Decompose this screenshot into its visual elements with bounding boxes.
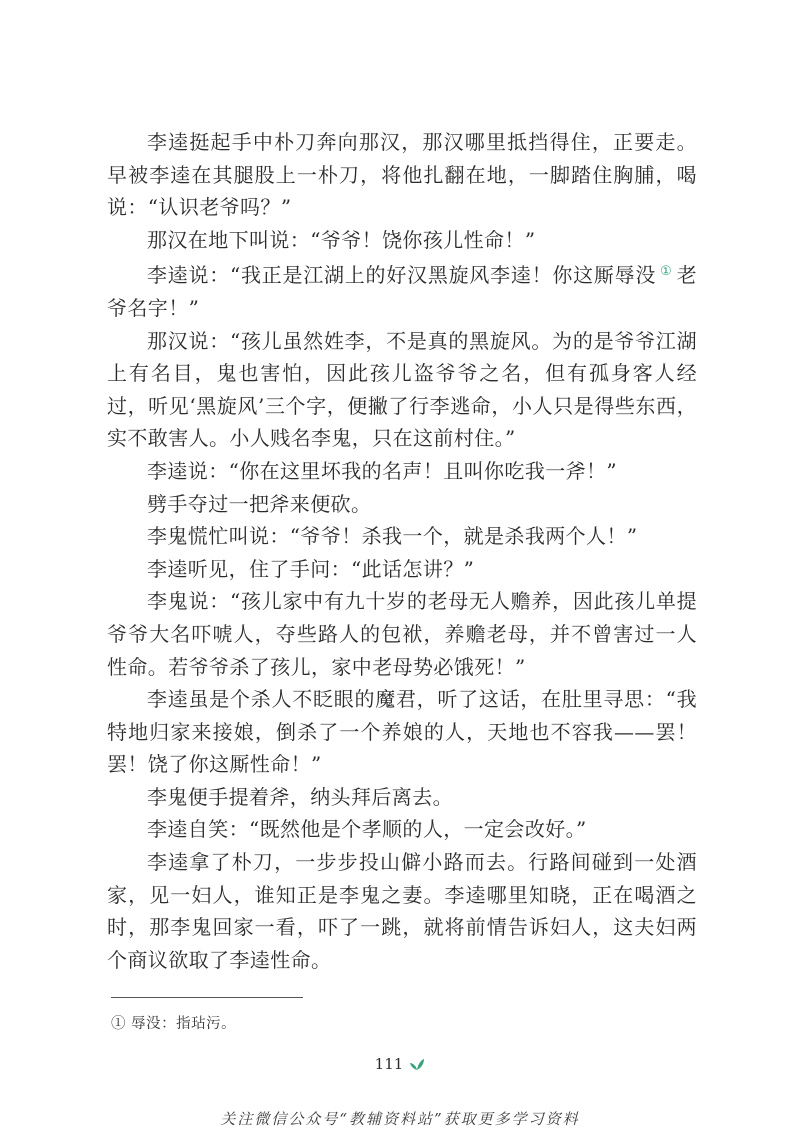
page-number: 111	[374, 1055, 404, 1073]
paragraph-text: 老爷名字！”	[107, 263, 697, 320]
paragraph: 李逵自笑：“既然他是个孝顺的人，一定会改好。”	[147, 817, 587, 842]
paragraph: 李逵听见，住了手问：“此话怎讲？”	[147, 556, 475, 581]
paragraph: 李鬼便手提着斧，纳头拜后离去。	[147, 784, 453, 809]
paragraph: 李逵虽是个杀人不眨眼的魔君，听了这话，在肚里寻思：“我特地归家来接娘，倒杀了一个养娘的人，天地也不容我——罢！罢！饶了你这厮性命！”	[107, 687, 697, 777]
footnote-reference[interactable]: ①	[660, 264, 673, 280]
paragraph: 那汉说：“孩儿虽然姓李，不是真的黑旋风。为的是爷爷江湖上有名目，鬼也害怕，因此孩儿盗爷爷之名，但有孤身客人经过，听见‘黑旋风’三个字，便撇了行李逃命，小人只是得些东西，实不敢害人。小人贱名李鬼，只在这前村住。”	[107, 328, 697, 451]
page-body	[107, 126, 697, 976]
leaf-sprout-icon	[409, 1057, 425, 1075]
footnote-divider	[111, 997, 303, 998]
paragraph: 李逵拿了朴刀，一步步投山僻小路而去。行路间碰到一处酒家，见一妇人，谁知正是李鬼之妻。李逵哪里知晓，正在喝酒之时，那李鬼回家一看，吓了一跳，就将前情告诉妇人，这夫妇两个商议欲取了李逵性命。	[107, 850, 697, 972]
paragraph: 劈手夺过一把斧来便砍。	[147, 491, 372, 516]
paragraph-text: 李逵说：“我正是江湖上的好汉黑旋风李逵！你这厮辱没	[147, 263, 657, 288]
paragraph	[107, 256, 697, 324]
paragraph: 李鬼说：“孩儿家中有九十岁的老母无人赡养，因此孩儿单提爷爷大名吓唬人，夺些路人的包袱，养赡老母，并不曾害过一人性命。若爷爷杀了孩儿，家中老母势必饿死！”	[107, 589, 697, 679]
paragraph: 李鬼慌忙叫说：“爷爷！杀我一个，就是杀我两个人！”	[147, 524, 638, 549]
watermark-text: 关注微信公众号“教辅资料站”获取更多学习资料	[220, 1110, 580, 1128]
paragraph: 李逵说：“你在这里坏我的名声！且叫你吃我一斧！”	[147, 458, 618, 483]
paragraph: 那汉在地下叫说：“爷爷！饶你孩儿性命！”	[147, 227, 536, 252]
paragraph: 李逵挺起手中朴刀奔向那汉，那汉哪里抵挡得住，正要走。早被李逵在其腿股上一朴刀，将他扎翻在地，一脚踏住胸脯，喝说：“认识老爷吗？”	[107, 130, 697, 220]
page-footer	[0, 1055, 800, 1075]
footnote: ① 辱没：指玷污。	[111, 1016, 237, 1032]
